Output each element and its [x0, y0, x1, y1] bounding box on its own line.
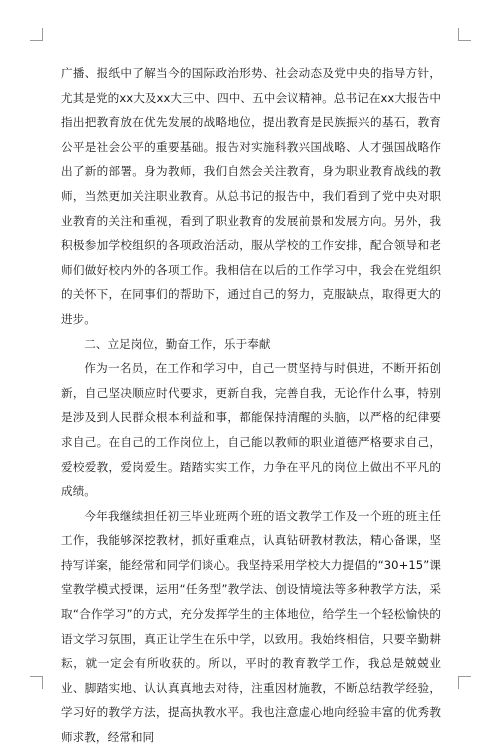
crop-mark-top-left: [30, 28, 43, 41]
paragraph-work-attitude: 作为一名员，在工作和学习中，自己一贯坚持与时俱进，不断开拓创新，自己坚决顺应时代要求，更新自我，完善自我，无论作什么事，特别是涉及到人民群众根本利益和事，都能保持清醒的头脑，以严格的纪律要求自己。在自己的工作岗位上，自己能以教师的职业道德严格要求自己，爱校爱教，爱岗爱生。踏踏实实工作，力争在平凡的岗位上做出不平凡的成绩。: [61, 361, 441, 499]
crop-mark-top-right: [458, 28, 471, 41]
crop-mark-bottom-left: [30, 676, 43, 689]
paragraph-political-study: 广播、报纸中了解当今的国际政治形势、社会动态及党中央的指导方针，尤其是党的xx大及xx大三中、四中、五中会议精神。总书记在xx大报告中指出把教育放在优先发展的战略地位，提出教育是民族振兴的基石，教育公平是社会公平的重要基础。报告对实施科教兴国战略、人才强国战略作出了新的部署。身为教师，我们自然会关注教育，身为职业教育战线的教师，当然更加关注职业教育。从总书记的报告中，我们看到了党中央对职业教育的关注和重视，看到了职业教育的发展前景和发展方向。另外，我积极参加学校组织的各项政治活动，服从学校的工作安排，配合领导和老师们做好校内外的各项工作。我相信在以后的工作学习中，我会在党组织的关怀下，在同事们的帮助下，通过自己的努力，克服缺点，取得更大的进步。: [61, 66, 441, 326]
crop-mark-bottom-right: [458, 676, 471, 689]
section-heading: 二、立足岗位，勤奋工作，乐于奉献: [84, 336, 271, 351]
paragraph-teaching-work: 今年我继续担任初三毕业班两个班的语文教学工作及一个班的班主任工作，我能够深挖教材，抓好重难点，认真钻研教材教法，精心备课，坚持写详案，能经常和同学们谈心。我坚持采用学校大力提倡的“30+15”课堂教学模式授课，运用“任务型”教学法、创设情境法等多种教学方法，采取“合作学习”的方式，充分发挥学生的主体地位，给学生一个轻松愉快的语文学习氛围，真正让学生在乐中学，以致用。我始终相信，只要辛勤耕耘，就一定会有所收获的。所以，平时的教育教学工作，我总是兢兢业业、脚踏实地、认认真真地去对待，注重因材施教，不断总结教学经验，学习好的教学方法，提高执教水平。我也注意虚心地向经验丰富的优秀教师求教，经常和同: [61, 508, 441, 745]
document-page: [61, 61, 441, 745]
